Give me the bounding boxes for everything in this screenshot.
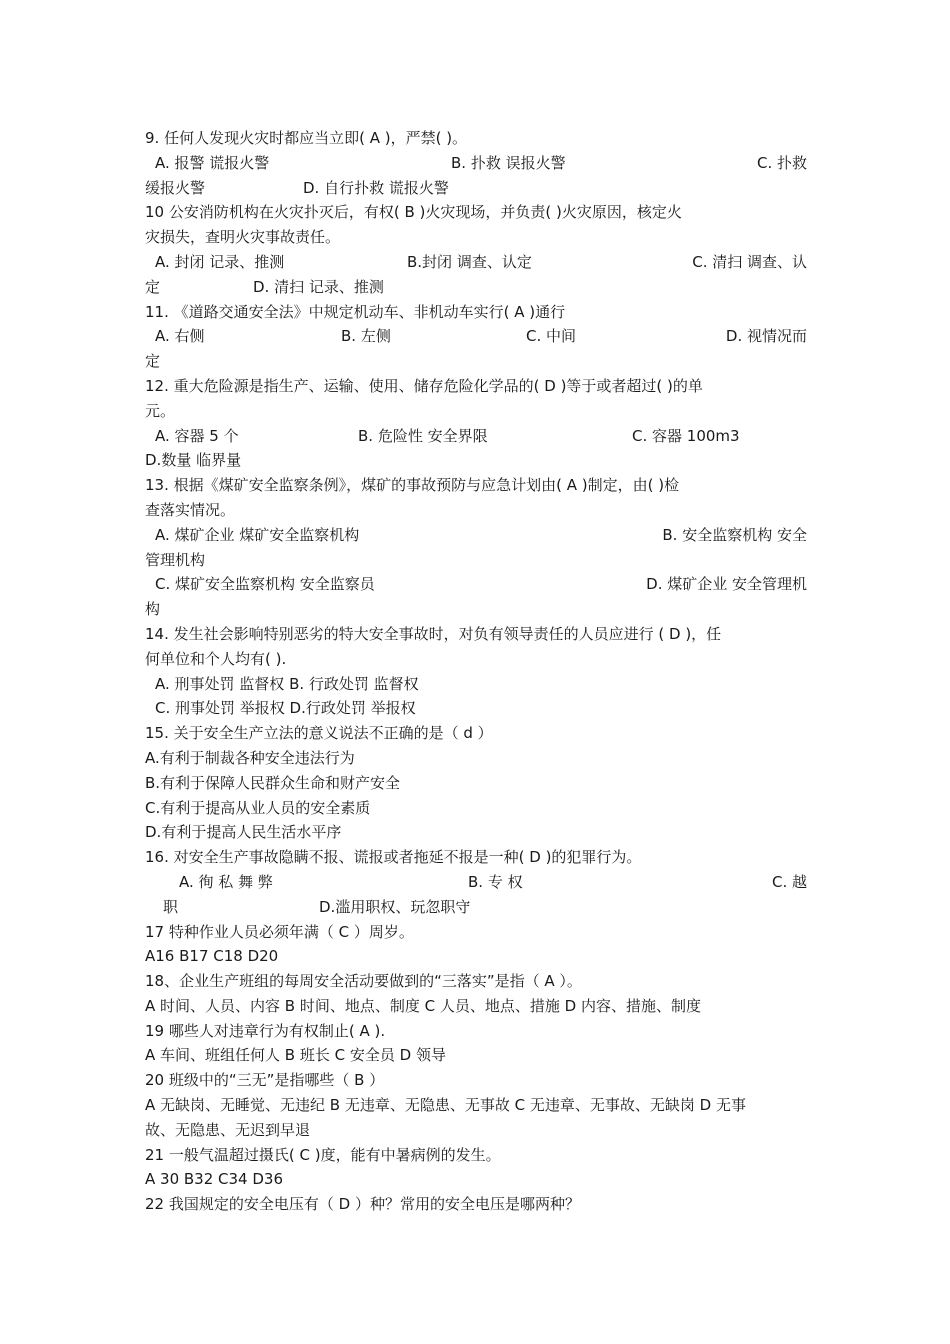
option-c: C. 越 xyxy=(771,872,807,891)
options-20: A 无缺岗、无睡觉、无违纪 B 无违章、无隐患、无事故 C 无违章、无事故、无缺岗 D 无事 xyxy=(145,1096,746,1115)
question-21: 21 一般气温超过摄氏( C )度，能有中暑病例的发生。 xyxy=(145,1145,501,1164)
options-12 xyxy=(145,424,807,449)
question-19: 19 哪些人对违章行为有权制止( A ). xyxy=(145,1021,386,1040)
options-9-row1 xyxy=(145,151,807,176)
option-c: C. 中间 xyxy=(526,327,577,346)
option-d: D. 自行扑救 谎报火警 xyxy=(303,178,449,197)
option-d: D. 清扫 记录、推测 xyxy=(253,277,384,296)
option-b: B. 安全监察机构 安全 xyxy=(662,525,807,544)
option-b: B. 危险性 安全界限 xyxy=(358,426,488,445)
option-c: C. 清扫 调查、认 xyxy=(692,252,807,271)
option-a: A. 徇 私 舞 弊 xyxy=(179,872,273,891)
question-17: 17 特种作业人员必须年满（ C ）周岁。 xyxy=(145,922,414,941)
question-18: 18、企业生产班组的每周安全活动要做到的“三落实”是指（ A ）。 xyxy=(145,972,582,991)
options-9-row2 xyxy=(145,176,807,201)
question-22: 22 我国规定的安全电压有（ D ）种？常用的安全电压是哪两种？ xyxy=(145,1195,580,1214)
question-15: 15. 关于安全生产立法的意义说法不正确的是（ d ） xyxy=(145,724,493,743)
question-9: 9. 任何人发现火灾时都应当立即( A )，严禁( )。 xyxy=(145,129,468,147)
options-13-row1 xyxy=(145,523,807,548)
option-d: D.有利于提高人民生活水平序 xyxy=(145,823,342,842)
options-13-row2 xyxy=(145,572,807,597)
option-c: C. 容器 100m3 xyxy=(632,426,740,445)
option-b: B. 扑救 误报火警 xyxy=(451,153,566,172)
option-a: A. 煤矿企业 煤矿安全监察机构 xyxy=(155,525,360,544)
option-c: C.有利于提高从业人员的安全素质 xyxy=(145,798,371,817)
question-10-cont: 灾损失，查明火灾事故责任。 xyxy=(145,228,341,247)
option-b: B. 左侧 xyxy=(341,327,391,346)
option-a: A. 封闭 记录、推测 xyxy=(155,252,285,271)
question-13: 13. 根据《煤矿安全监察条例》，煤矿的事故预防与应急计划由( A )制定，由( )检 xyxy=(145,476,680,495)
options-17: A16 B17 C18 D20 xyxy=(145,947,279,966)
options-11 xyxy=(145,324,807,349)
option-d: D.滥用职权、玩忽职守 xyxy=(319,897,471,916)
option-c-cont: 职 xyxy=(163,897,179,916)
options-20-cont: 故、无隐患、无迟到早退 xyxy=(145,1120,311,1139)
option-b: B.有利于保障人民群众生命和财产安全 xyxy=(145,773,401,792)
option-b-cont: 管理机构 xyxy=(145,550,206,569)
option-c-cont: 缓报火警 xyxy=(145,178,206,197)
option-d: D. 视情况而 xyxy=(725,327,807,346)
options-19: A 车间、班组任何人 B 班长 C 安全员 D 领导 xyxy=(145,1046,446,1065)
option-a: A. 容器 5 个 xyxy=(155,426,239,445)
options-10-row1 xyxy=(145,250,807,275)
option-b: B. 专 权 xyxy=(468,872,523,891)
options-16-row2 xyxy=(145,895,807,920)
options-18: A 时间、人员、内容 B 时间、地点、制度 C 人员、地点、措施 D 内容、措施、制度 xyxy=(145,996,701,1015)
option-b: B.封闭 调查、认定 xyxy=(407,252,532,271)
option-c-cont: 定 xyxy=(145,277,161,296)
option-c: C. 扑救 xyxy=(756,153,807,172)
options-11-cont: 定 xyxy=(145,352,161,371)
question-16: 16. 对安全生产事故隐瞒不报、谎报或者拖延不报是一种( D )的犯罪行为。 xyxy=(145,848,642,867)
question-14-cont: 何单位和个人均有( ). xyxy=(145,649,287,668)
question-10: 10 公安消防机构在火灾扑灭后，有权( B )火灾现场，并负责( )火灾原因，核定火 xyxy=(145,203,682,222)
option-d: D.数量 临界量 xyxy=(145,451,242,470)
option-d: D. 煤矿企业 安全管理机 xyxy=(646,575,807,594)
question-20: 20 班级中的“三无”是指哪些（ B ） xyxy=(145,1071,385,1090)
options-21: A 30 B32 C34 D36 xyxy=(145,1170,283,1189)
option-a: A. 右侧 xyxy=(155,327,205,346)
option-a: A.有利于制裁各种安全违法行为 xyxy=(145,748,355,767)
options-14-row1: A. 刑事处罚 监督权 B. 行政处罚 监督权 xyxy=(155,674,419,693)
question-14: 14. 发生社会影响特别恶劣的特大安全事故时，对负有领导责任的人员应进行 ( D )，任 xyxy=(145,624,722,643)
options-14-row2: C. 刑事处罚 举报权 D.行政处罚 举报权 xyxy=(155,699,416,718)
option-c: C. 煤矿安全监察机构 安全监察员 xyxy=(155,575,375,594)
options-10-row2 xyxy=(145,275,807,300)
option-d-cont: 构 xyxy=(145,600,161,619)
question-12: 12. 重大危险源是指生产、运输、使用、储存危险化学品的( D )等于或者超过( )的单 xyxy=(145,376,703,395)
question-12-cont: 元。 xyxy=(145,401,176,420)
question-11: 11. 《道路交通安全法》中规定机动车、非机动车实行( A )通行 xyxy=(145,302,566,321)
option-a: A. 报警 谎报火警 xyxy=(155,153,270,172)
question-13-cont: 查落实情况。 xyxy=(145,500,236,519)
options-16-row1 xyxy=(145,870,807,895)
document-page xyxy=(145,126,807,1217)
